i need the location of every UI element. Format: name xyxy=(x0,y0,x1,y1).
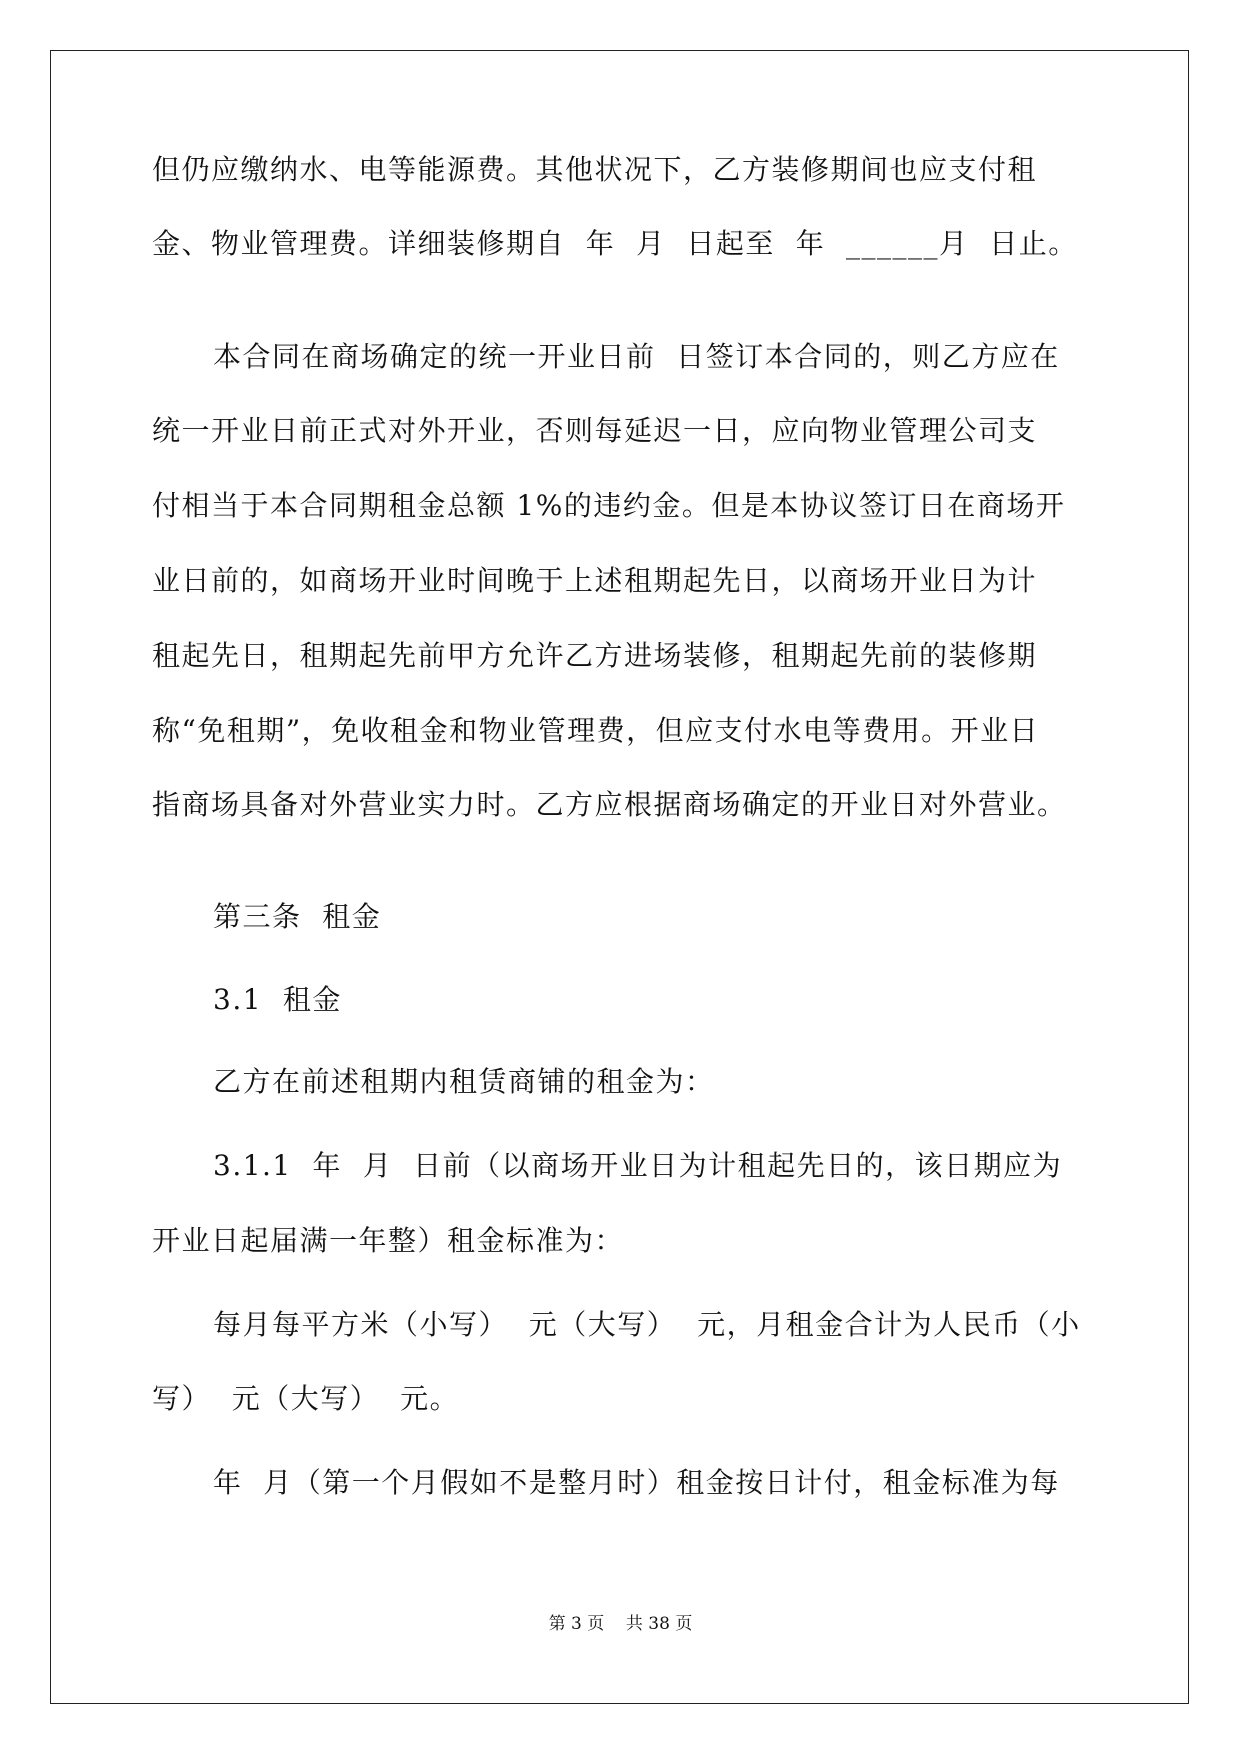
text-line: 业日前的，如商场开业时间晚于上述租期起先日，以商场开业日为计 xyxy=(152,564,1038,597)
text-line: 写） 元（大写） 元。 xyxy=(152,1382,460,1415)
subsection-heading: 3.1 租金 xyxy=(213,983,342,1016)
text-line: 3.1.1 年 月 日前（以商场开业日为计租起先日的，该日期应为 xyxy=(213,1149,1063,1182)
text-line: 开业日起届满一年整）租金标准为： xyxy=(152,1224,625,1257)
text-line: 但仍应缴纳水、电等能源费。其他状况下，乙方装修期间也应支付租 xyxy=(152,153,1038,186)
text-line: 金、物业管理费。详细装修期自 年 月 日起至 年 ______月 日止。 xyxy=(152,227,1078,260)
text-line: 付相当于本合同期租金总额 1%的违约金。但是本协议签订日在商场开 xyxy=(152,489,1066,522)
text-line: 租起先日，租期起先前甲方允许乙方进场装修，租期起先前的装修期 xyxy=(152,639,1038,672)
text-line: 统一开业日前正式对外开业，否则每延迟一日，应向物业管理公司支 xyxy=(152,414,1038,447)
text-line: 本合同在商场确定的统一开业日前 日签订本合同的，则乙方应在 xyxy=(213,340,1060,373)
text-line: 指商场具备对外营业实力时。乙方应根据商场确定的开业日对外营业。 xyxy=(152,788,1067,821)
page-number: 第 3 页 共 38 页 xyxy=(548,1614,693,1634)
section-heading: 第三条 租金 xyxy=(213,900,382,933)
text-line: 乙方在前述租期内租赁商铺的租金为： xyxy=(213,1065,715,1098)
text-line: 年 月（第一个月假如不是整月时）租金按日计付，租金标准为每 xyxy=(213,1466,1060,1499)
text-line: 每月每平方米（小写） 元（大写） 元，月租金合计为人民币（小 xyxy=(213,1308,1081,1341)
page-border xyxy=(50,50,1189,1704)
text-line: 称“免租期”，免收租金和物业管理费，但应支付水电等费用。开业日 xyxy=(152,714,1040,747)
